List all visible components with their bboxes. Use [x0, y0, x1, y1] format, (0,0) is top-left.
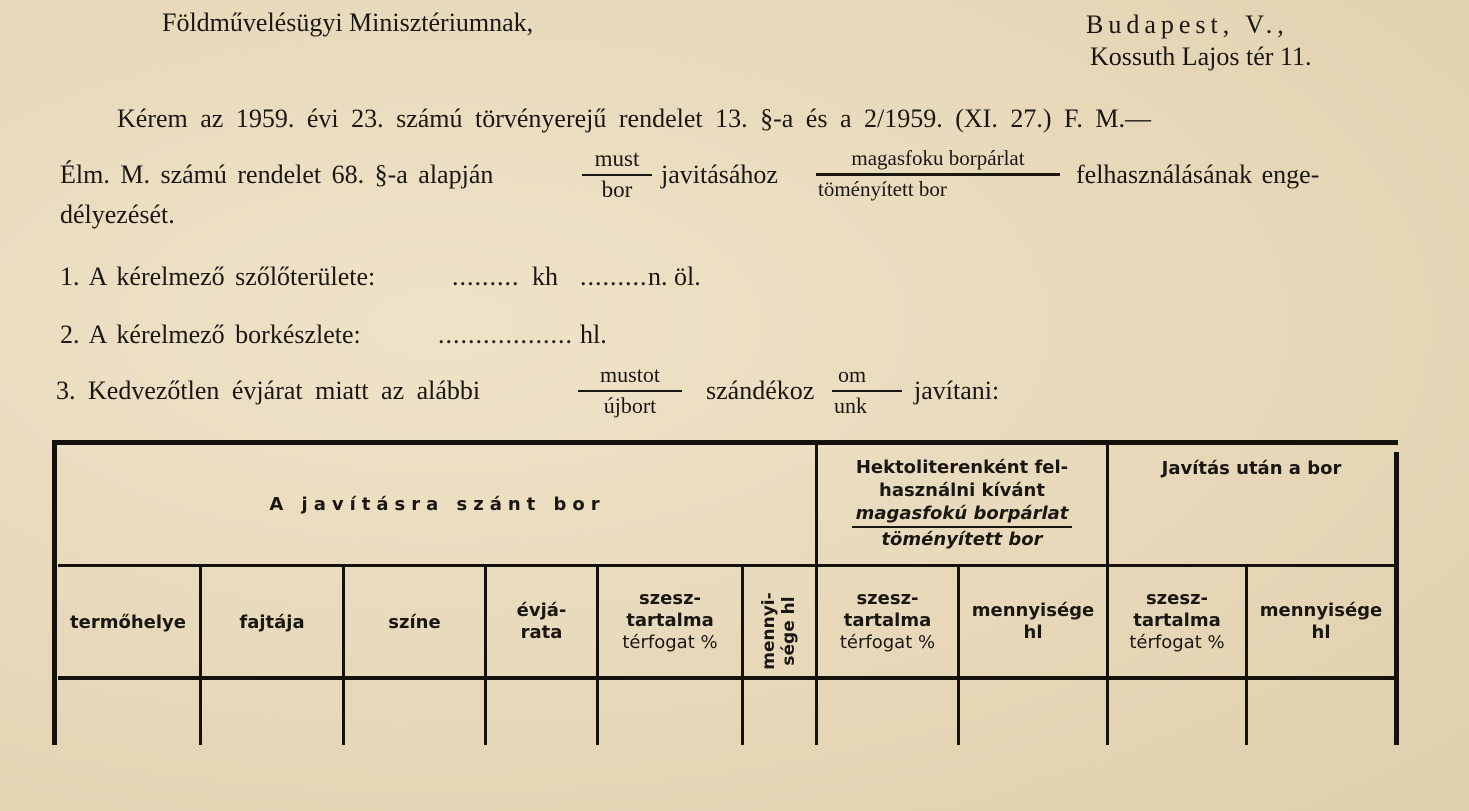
col-header-line: mennyi-sége hl: [759, 592, 799, 670]
item-1-unit: n. öl.: [648, 262, 701, 291]
group-header-wine: A javításra szánt bor: [269, 494, 606, 515]
col-header-szesztartalma: [599, 588, 741, 654]
group-header-spirit-line2: használni kívánt: [879, 480, 1045, 501]
col-header-after-szesztartalma: [1109, 588, 1245, 654]
col-header-evjarata: [487, 600, 596, 644]
table-top-rule: [52, 440, 1398, 445]
fraction-om-unk: [832, 362, 902, 419]
item-1-label: 1. A kérelmező szőlőterülete:: [60, 262, 376, 291]
fraction-bottom: újbort: [603, 393, 657, 418]
city: Budapest, V.,: [1086, 10, 1289, 39]
request-line-2-mid: javitásához: [661, 160, 778, 189]
request-line-2-end: felhasználásának enge-: [1076, 160, 1320, 189]
table-header-rule: [58, 564, 1396, 567]
item-2-label: 2. A kérelmező borkészlete:: [60, 320, 361, 349]
fraction-bottom: bor: [601, 177, 633, 202]
col-header-line: hl: [1311, 622, 1331, 643]
request-line-2-start: Élm. M. számú rendelet 68. §-a alapján: [60, 160, 494, 189]
col-header-line: szesz-: [856, 588, 919, 609]
item-2-dots: ..................: [438, 320, 573, 349]
fraction-mustot-ujbort: [578, 362, 682, 419]
col-header-fajtaja: fajtája: [239, 612, 305, 633]
group-header-spirit-line1: Hektoliterenként fel-: [855, 457, 1069, 478]
fraction-borparlat: [816, 146, 1060, 202]
col-header-line: mennyisége: [971, 600, 1095, 621]
col-header-line: mennyisége: [1259, 600, 1383, 621]
col-header-termohelye: termőhelye: [70, 612, 186, 633]
table-empty-row[interactable]: [57, 680, 1394, 745]
col-header-spirit-szesztartalma: [818, 588, 957, 654]
col-header-line: térfogat %: [622, 632, 718, 653]
item-1-kh: kh: [532, 262, 558, 291]
col-header-line: hl: [1023, 622, 1043, 643]
group-header-after: Javítás után a bor: [1161, 458, 1342, 479]
col-header-spirit-mennyisege: [960, 600, 1106, 644]
address: Kossuth Lajos tér 11.: [1090, 42, 1312, 71]
addressee: Földművelésügyi Minisztériumnak,: [162, 8, 534, 37]
item-2-unit: hl.: [580, 320, 607, 349]
col-header-line: térfogat %: [1129, 632, 1225, 653]
col-header-mennyisege-vertical: [744, 566, 815, 676]
group-header-spirit-frac-bottom: töményített bor: [881, 529, 1043, 550]
col-header-line: tartalma: [626, 610, 714, 631]
group-header-spirit: [818, 456, 1106, 551]
col-header-line: szesz-: [638, 588, 702, 609]
col-header-line: szesz-: [1145, 588, 1209, 609]
fraction-top: must: [582, 146, 652, 176]
col-header-line: tartalma: [1133, 610, 1221, 631]
col-header-line: térfogat %: [839, 632, 936, 653]
fraction-must-bor: [582, 146, 652, 203]
col-header-line: rata: [520, 622, 563, 643]
item-1-dots-ol: .........: [580, 262, 648, 291]
col-header-szine: színe: [388, 612, 441, 633]
fraction-top: om: [832, 362, 902, 392]
group-header-spirit-frac-top: magasfokú borpárlat: [852, 502, 1073, 528]
fraction-top: mustot: [578, 362, 682, 392]
item-3-end: javítani:: [914, 376, 1000, 405]
col-header-after-mennyisege: [1248, 600, 1394, 644]
col-header-line: évjá-: [516, 600, 567, 621]
table-right-border: [1394, 452, 1399, 745]
fraction-bottom: unk: [834, 393, 867, 418]
request-line-3: délyezését.: [60, 200, 175, 229]
fraction-top: magasfoku borpárlat: [816, 146, 1060, 176]
request-line-1: Kérem az 1959. évi 23. számú törvényerejű rendelet 13. §-a és a 2/1959. (XI. 27.) F. M.—: [117, 104, 1151, 133]
item-3-label: 3. Kedvezőtlen évjárat miatt az alábbi: [56, 376, 481, 405]
item-1-dots-kh: .........: [452, 262, 520, 291]
item-3-mid: szándékoz: [706, 376, 815, 405]
col-header-line: tartalma: [843, 610, 932, 631]
fraction-bottom: töményített bor: [818, 177, 947, 201]
